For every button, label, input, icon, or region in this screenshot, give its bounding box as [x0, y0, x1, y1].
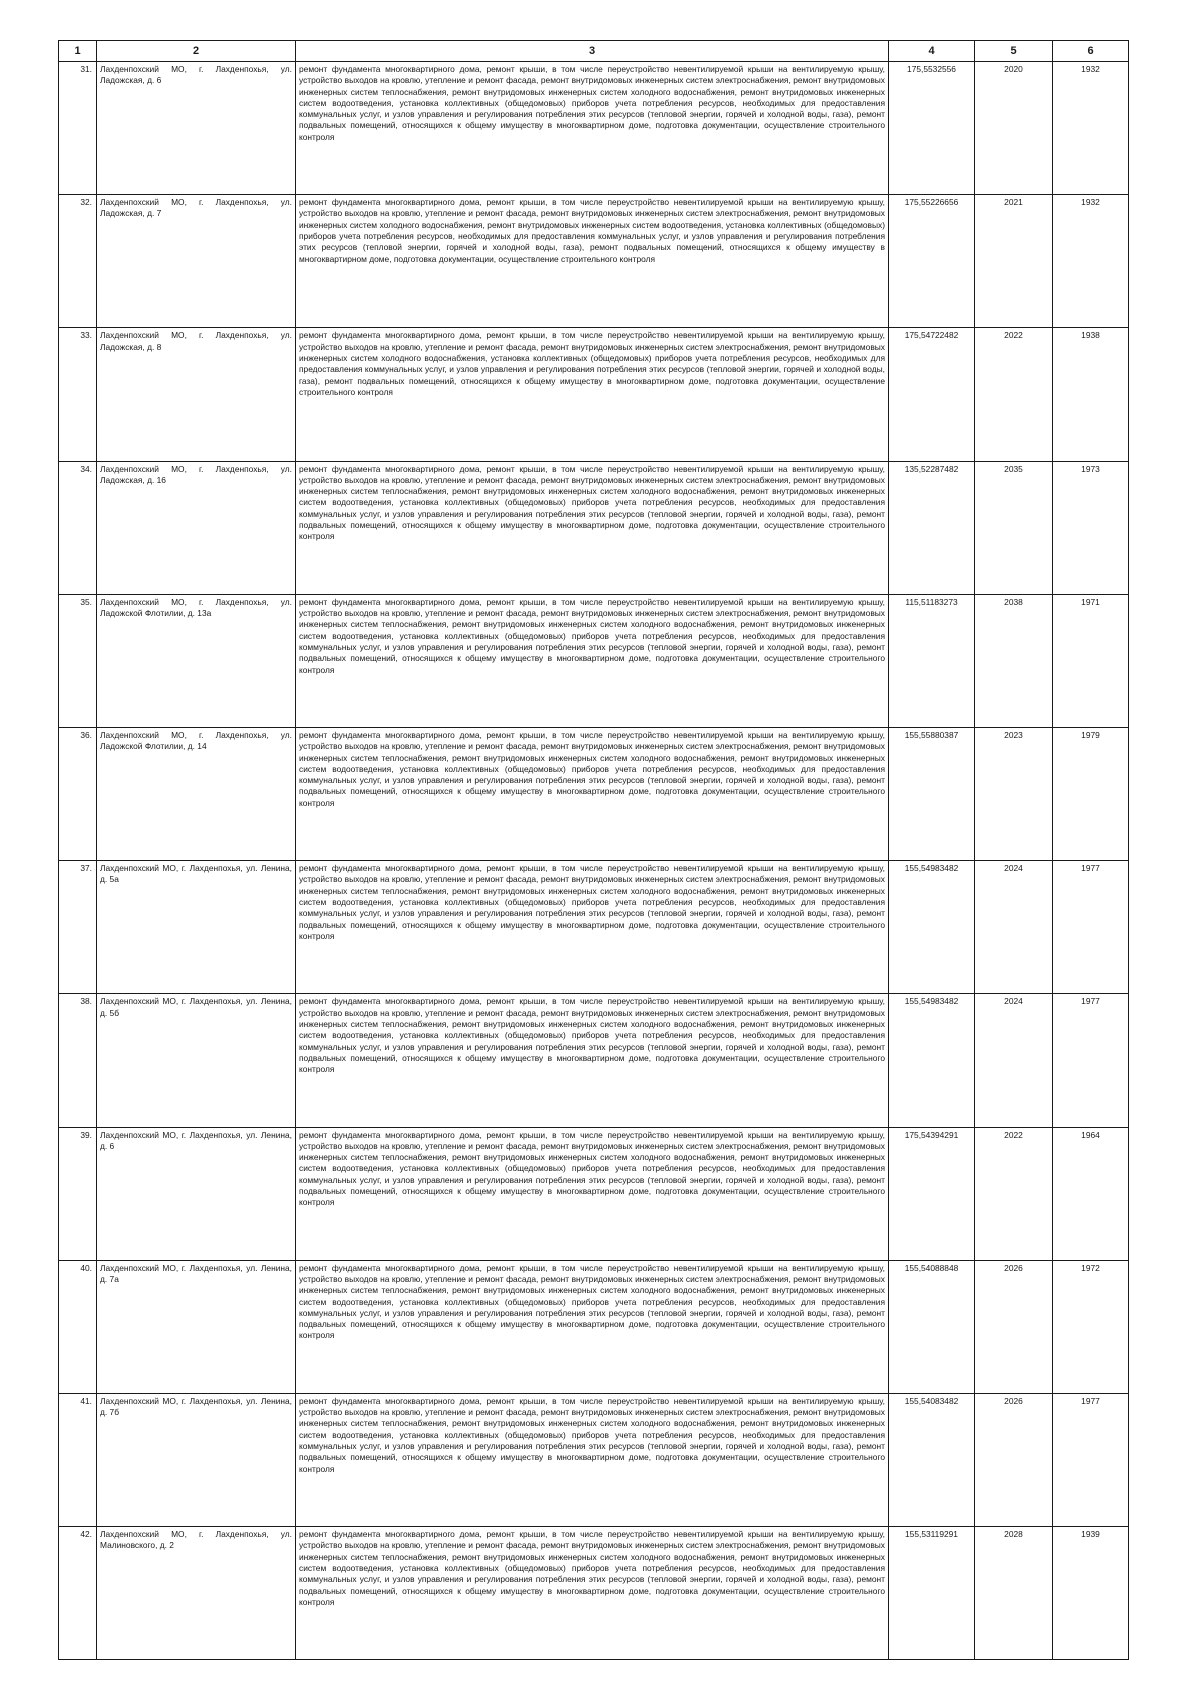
- build-year: 1932: [1081, 197, 1100, 208]
- cost-value: 155,54983482: [904, 996, 959, 1007]
- planned-year-cell: [975, 1527, 1053, 1660]
- cost-value: 155,54083482: [904, 1395, 959, 1406]
- repair-works-cell: [296, 994, 889, 1127]
- row-number-cell: [59, 861, 97, 994]
- cost-value-cell: [889, 1260, 975, 1393]
- row-number-cell: [59, 727, 97, 860]
- row-number: 33.: [80, 330, 92, 341]
- cost-value: 175,55226656: [904, 197, 959, 208]
- house-address-cell: [97, 1260, 296, 1393]
- column-header: 1: [59, 41, 97, 62]
- row-number: 40.: [80, 1262, 92, 1273]
- repair-works-cell: [296, 861, 889, 994]
- build-year: 1977: [1081, 996, 1100, 1007]
- build-year-cell: [1053, 62, 1129, 195]
- build-year-cell: [1053, 861, 1129, 994]
- repair-works-cell: [296, 461, 889, 594]
- build-year: 1977: [1081, 863, 1100, 874]
- table-row: [59, 1260, 1129, 1393]
- planned-year: 2022: [1004, 1129, 1023, 1140]
- row-number-cell: [59, 1127, 97, 1260]
- planned-year: 2023: [1004, 729, 1023, 740]
- build-year: 1964: [1081, 1129, 1100, 1140]
- planned-year: 2028: [1004, 1529, 1023, 1540]
- table-row: [59, 1393, 1129, 1526]
- planned-year: 2038: [1004, 596, 1023, 607]
- row-number: 34.: [80, 463, 92, 474]
- house-address-cell: [97, 1127, 296, 1260]
- house-address-cell: [97, 328, 296, 461]
- build-year-cell: [1053, 1127, 1129, 1260]
- house-address-cell: [97, 62, 296, 195]
- house-address: Лахденпохский МО, г. Лахденпохья, ул. Ленина, д. 6: [100, 1129, 292, 1151]
- table-row: [59, 461, 1129, 594]
- house-address: Лахденпохский МО, г. Лахденпохья, ул. Ладожская, д. 6: [100, 64, 292, 86]
- repair-program-table: [58, 40, 1129, 1660]
- repair-works: ремонт фундамента многоквартирного дома, ремонт крыши, в том числе переустройство невентилируемой крыши на вентилируемую крышу, устройство выходов на кровлю, утепление и ремонт фасада, ремонт внутридомовых инженерных систем электроснабжения, ремонт внутридомовых инженерных систем теплоснабжения, ремонт внутридомовых инженерных систем холодного водоснабжения, ремонт внутридомовых инженерных систем водоотведения, установка коллективных (общедомовых) приборов учета потребления ресурсов, необходимых для предоставления коммунальных услуг, и узлов управления и регулирования потребления этих ресурсов (тепловой энергии, горячей и холодной воды, газа), ремонт подвальных помещений, относящихся к общему имуществу в многоквартирном доме, подготовка документации, осуществление строительного контроля: [299, 1129, 885, 1208]
- build-year-cell: [1053, 1260, 1129, 1393]
- cost-value-cell: [889, 461, 975, 594]
- cost-value: 115,51183273: [905, 596, 958, 607]
- cost-value-cell: [889, 861, 975, 994]
- house-address: Лахденпохский МО, г. Лахденпохья, ул. Ладожской Флотилии, д. 13а: [100, 596, 292, 619]
- build-year: 1972: [1081, 1262, 1100, 1273]
- build-year-cell: [1053, 727, 1129, 860]
- cost-value-cell: [889, 994, 975, 1127]
- repair-works: ремонт фундамента многоквартирного дома, ремонт крыши, в том числе переустройство невентилируемой крыши на вентилируемую крышу, устройство выходов на кровлю, утепление и ремонт фасада, ремонт внутридомовых инженерных систем электроснабжения, ремонт внутридомовых инженерных систем теплоснабжения, ремонт внутридомовых инженерных систем холодного водоснабжения, ремонт внутридомовых инженерных систем водоотведения, установка коллективных (общедомовых) приборов учета потребления ресурсов, необходимых для предоставления коммунальных услуг, и узлов управления и регулирования потребления этих ресурсов (тепловой энергии, горячей и холодной воды, газа), ремонт подвальных помещений, относящихся к общему имуществу в многоквартирном доме, подготовка документации, осуществление строительного контроля: [299, 863, 885, 941]
- cost-value-cell: [889, 1393, 975, 1526]
- house-address: Лахденпохский МО, г. Лахденпохья, ул. Ленина, д. 5а: [100, 863, 292, 885]
- build-year-cell: [1053, 594, 1129, 727]
- build-year-cell: [1053, 461, 1129, 594]
- house-address-cell: [97, 1393, 296, 1526]
- planned-year-cell: [975, 195, 1053, 328]
- cost-value: 155,55880387: [904, 729, 959, 740]
- table-row: [59, 861, 1129, 994]
- cost-value: 175,54394291: [904, 1129, 959, 1140]
- repair-works: ремонт фундамента многоквартирного дома, ремонт крыши, в том числе переустройство невентилируемой крыши на вентилируемую крышу, устройство выходов на кровлю, утепление и ремонт фасада, ремонт внутридомовых инженерных систем электроснабжения, ремонт внутридомовых инженерных систем холодного водоснабжения, установка коллективных (общедомовых) приборов учета потребления ресурсов, необходимых для предоставления коммунальных услуг, и узлов управления и регулирования потребления этих ресурсов (тепловой энергии, горячей и холодной воды, газа), ремонт подвальных помещений, относящихся к общему имуществу в многоквартирном доме, подготовка документации, осуществление строительного контроля: [299, 330, 885, 397]
- house-address: Лахденпохский МО, г. Лахденпохья, ул. Ленина, д. 7а: [100, 1262, 292, 1284]
- table-row: [59, 328, 1129, 461]
- planned-year: 2024: [1004, 996, 1023, 1007]
- row-number: 31.: [80, 64, 92, 74]
- table-row: [59, 994, 1129, 1127]
- planned-year-cell: [975, 328, 1053, 461]
- row-number: 42.: [80, 1529, 92, 1540]
- planned-year-cell: [975, 1260, 1053, 1393]
- repair-works: ремонт фундамента многоквартирного дома, ремонт крыши, в том числе переустройство невентилируемой крыши на вентилируемую крышу, устройство выходов на кровлю, утепление и ремонт фасада, ремонт внутридомовых инженерных систем электроснабжения, ремонт внутридомовых инженерных систем теплоснабжения, ремонт внутридомовых инженерных систем холодного водоснабжения, ремонт внутридомовых инженерных систем водоотведения, установка коллективных (общедомовых) приборов учета потребления ресурсов, необходимых для предоставления коммунальных услуг, и узлов управления и регулирования потребления этих ресурсов (тепловой энергии, горячей и холодной воды, газа), ремонт подвальных помещений, относящихся к общему имуществу в многоквартирном доме, подготовка документации, осуществление строительного контроля: [299, 996, 885, 1075]
- planned-year-cell: [975, 62, 1053, 195]
- build-year-cell: [1053, 195, 1129, 328]
- repair-works-cell: [296, 1393, 889, 1526]
- repair-works: ремонт фундамента многоквартирного дома, ремонт крыши, в том числе переустройство невентилируемой крыши на вентилируемую крышу, устройство выходов на кровлю, утепление и ремонт фасада, ремонт внутридомовых инженерных систем электроснабжения, ремонт внутридомовых инженерных систем теплоснабжения, ремонт внутридомовых инженерных систем холодного водоснабжения, ремонт внутридомовых инженерных систем водоотведения, установка коллективных (общедомовых) приборов учета потребления ресурсов, необходимых для предоставления коммунальных услуг, и узлов управления и регулирования потребления этих ресурсов (тепловой энергии, горячей и холодной воды, газа), ремонт подвальных помещений, относящихся к общему имуществу в многоквартирном доме, подготовка документации, осуществление строительного контроля: [299, 1395, 885, 1474]
- table-row: [59, 195, 1129, 328]
- cost-value: 155,54088848: [904, 1262, 959, 1273]
- build-year-cell: [1053, 1393, 1129, 1526]
- column-header: 2: [97, 41, 296, 62]
- repair-works: ремонт фундамента многоквартирного дома, ремонт крыши, в том числе переустройство невентилируемой крыши на вентилируемую крышу, устройство выходов на кровлю, утепление и ремонт фасада, ремонт внутридомовых инженерных систем электроснабжения, ремонт внутридомовых инженерных систем теплоснабжения, ремонт внутридомовых инженерных систем холодного водоснабжения, ремонт внутридомовых инженерных систем водоотведения, установка коллективных (общедомовых) приборов учета потребления ресурсов, необходимых для предоставления коммунальных услуг, и узлов управления и регулирования потребления этих ресурсов (тепловой энергии, горячей и холодной воды, газа), ремонт подвальных помещений, относящихся к общему имуществу в многоквартирном доме, подготовка документации, осуществление строительного контроля: [299, 64, 885, 142]
- repair-works-cell: [296, 1527, 889, 1660]
- build-year: 1932: [1081, 64, 1100, 74]
- cost-value: 155,53119291: [905, 1529, 958, 1540]
- house-address-cell: [97, 727, 296, 860]
- cost-value-cell: [889, 727, 975, 860]
- repair-works-cell: [296, 195, 889, 328]
- repair-works: ремонт фундамента многоквартирного дома, ремонт крыши, в том числе переустройство невентилируемой крыши на вентилируемую крышу, устройство выходов на кровлю, утепление и ремонт фасада, ремонт внутридомовых инженерных систем электроснабжения, ремонт внутридомовых инженерных систем теплоснабжения, ремонт внутридомовых инженерных систем холодного водоснабжения, ремонт внутридомовых инженерных систем водоотведения, установка коллективных (общедомовых) приборов учета потребления ресурсов, необходимых для предоставления коммунальных услуг, и узлов управления и регулирования потребления этих ресурсов (тепловой энергии, горячей и холодной воды, газа), ремонт подвальных помещений, относящихся к общему имуществу в многоквартирном доме, подготовка документации, осуществление строительного контроля: [299, 463, 885, 542]
- row-number-cell: [59, 62, 97, 195]
- row-number-cell: [59, 1260, 97, 1393]
- table-row: [59, 1127, 1129, 1260]
- row-number: 32.: [80, 197, 92, 208]
- repair-works: ремонт фундамента многоквартирного дома, ремонт крыши, в том числе переустройство невентилируемой крыши на вентилируемую крышу, устройство выходов на кровлю, утепление и ремонт фасада, ремонт внутридомовых инженерных систем электроснабжения, ремонт внутридомовых инженерных систем теплоснабжения, ремонт внутридомовых инженерных систем холодного водоснабжения, ремонт внутридомовых инженерных систем водоотведения, установка коллективных (общедомовых) приборов учета потребления ресурсов, необходимых для предоставления коммунальных услуг, и узлов управления и регулирования потребления этих ресурсов (тепловой энергии, горячей и холодной воды, газа), ремонт подвальных помещений, относящихся к общему имуществу в многоквартирном доме, подготовка документации, осуществление строительного контроля: [299, 729, 885, 808]
- repair-works-cell: [296, 727, 889, 860]
- repair-works: ремонт фундамента многоквартирного дома, ремонт крыши, в том числе переустройство невентилируемой крыши на вентилируемую крышу, устройство выходов на кровлю, утепление и ремонт фасада, ремонт внутридомовых инженерных систем электроснабжения, ремонт внутридомовых инженерных систем теплоснабжения, ремонт внутридомовых инженерных систем холодного водоснабжения, ремонт внутридомовых инженерных систем водоотведения, установка коллективных (общедомовых) приборов учета потребления ресурсов, необходимых для предоставления коммунальных услуг, и узлов управления и регулирования потребления этих ресурсов (тепловой энергии, горячей и холодной воды, газа), ремонт подвальных помещений, относящихся к общему имуществу в многоквартирном доме, подготовка документации, осуществление строительного контроля: [299, 596, 885, 675]
- cost-value-cell: [889, 62, 975, 195]
- planned-year-cell: [975, 461, 1053, 594]
- house-address: Лахденпохский МО, г. Лахденпохья, ул. Ладожской Флотилии, д. 14: [100, 729, 292, 752]
- column-header: 5: [975, 41, 1053, 62]
- build-year: 1939: [1081, 1529, 1100, 1540]
- house-address: Лахденпохский МО, г. Лахденпохья, ул. Ладожская, д. 8: [100, 330, 292, 352]
- planned-year-cell: [975, 861, 1053, 994]
- repair-works: ремонт фундамента многоквартирного дома, ремонт крыши, в том числе переустройство невентилируемой крыши на вентилируемую крышу, устройство выходов на кровлю, утепление и ремонт фасада, ремонт внутридомовых инженерных систем электроснабжения, ремонт внутридомовых инженерных систем теплоснабжения, ремонт внутридомовых инженерных систем холодного водоснабжения, ремонт внутридомовых инженерных систем водоотведения, установка коллективных (общедомовых) приборов учета потребления ресурсов, необходимых для предоставления коммунальных услуг, и узлов управления и регулирования потребления этих ресурсов (тепловой энергии, горячей и холодной воды, газа), ремонт подвальных помещений, относящихся к общему имуществу в многоквартирном доме, подготовка документации, осуществление строительного контроля: [299, 1262, 885, 1341]
- row-number-cell: [59, 594, 97, 727]
- house-address: Лахденпохский МО, г. Лахденпохья, ул. Ленина, д. 5б: [100, 996, 292, 1018]
- planned-year-cell: [975, 594, 1053, 727]
- row-number: 41.: [80, 1395, 92, 1406]
- build-year-cell: [1053, 328, 1129, 461]
- build-year-cell: [1053, 994, 1129, 1127]
- repair-works-cell: [296, 62, 889, 195]
- repair-works: ремонт фундамента многоквартирного дома, ремонт крыши, в том числе переустройство невентилируемой крыши на вентилируемую крышу, устройство выходов на кровлю, утепление и ремонт фасада, ремонт внутридомовых инженерных систем электроснабжения, ремонт внутридомовых инженерных систем теплоснабжения, ремонт внутридомовых инженерных систем холодного водоснабжения, ремонт внутридомовых инженерных систем водоотведения, установка коллективных (общедомовых) приборов учета потребления ресурсов, необходимых для предоставления коммунальных услуг, и узлов управления и регулирования потребления этих ресурсов (тепловой энергии, горячей и холодной воды, газа), ремонт подвальных помещений, относящихся к общему имуществу в многоквартирном доме, подготовка документации, осуществление строительного контроля: [299, 1529, 885, 1607]
- row-number-cell: [59, 195, 97, 328]
- planned-year-cell: [975, 1393, 1053, 1526]
- house-address-cell: [97, 195, 296, 328]
- house-address: Лахденпохский МО, г. Лахденпохья, ул. Ленина, д. 7б: [100, 1395, 292, 1418]
- planned-year: 2022: [1004, 330, 1023, 341]
- build-year: 1973: [1081, 463, 1100, 474]
- row-number-cell: [59, 1393, 97, 1526]
- repair-works-cell: [296, 1127, 889, 1260]
- row-number: 36.: [80, 729, 92, 740]
- cost-value: 175,5532556: [907, 64, 956, 74]
- planned-year: 2024: [1004, 863, 1023, 874]
- header-row: [59, 41, 1129, 62]
- table-row: [59, 62, 1129, 195]
- repair-works-cell: [296, 594, 889, 727]
- house-address-cell: [97, 594, 296, 727]
- cost-value-cell: [889, 195, 975, 328]
- row-number: 38.: [80, 996, 92, 1007]
- build-year: 1979: [1081, 729, 1100, 740]
- build-year-cell: [1053, 1527, 1129, 1660]
- planned-year-cell: [975, 994, 1053, 1127]
- row-number-cell: [59, 328, 97, 461]
- repair-works-cell: [296, 1260, 889, 1393]
- cost-value-cell: [889, 328, 975, 461]
- house-address: Лахденпохский МО, г. Лахденпохья, ул. Ладожская, д. 16: [100, 463, 292, 485]
- column-header: 4: [889, 41, 975, 62]
- build-year: 1938: [1081, 330, 1100, 341]
- planned-year: 2021: [1004, 197, 1023, 208]
- cost-value-cell: [889, 594, 975, 727]
- build-year: 1971: [1081, 596, 1100, 607]
- house-address-cell: [97, 861, 296, 994]
- planned-year: 2026: [1004, 1262, 1023, 1273]
- cost-value: 135,52287482: [904, 463, 959, 474]
- build-year: 1977: [1081, 1395, 1100, 1406]
- row-number: 37.: [80, 863, 92, 874]
- cost-value-cell: [889, 1527, 975, 1660]
- planned-year-cell: [975, 1127, 1053, 1260]
- house-address-cell: [97, 994, 296, 1127]
- table-row: [59, 1527, 1129, 1660]
- row-number-cell: [59, 461, 97, 594]
- planned-year: 2035: [1004, 463, 1023, 474]
- house-address: Лахденпохский МО, г. Лахденпохья, ул. Ладожская, д. 7: [100, 197, 292, 219]
- row-number: 39.: [80, 1129, 92, 1140]
- planned-year-cell: [975, 727, 1053, 860]
- house-address: Лахденпохский МО, г. Лахденпохья, ул. Малиновского, д. 2: [100, 1529, 292, 1551]
- table-row: [59, 594, 1129, 727]
- repair-works-cell: [296, 328, 889, 461]
- house-address-cell: [97, 461, 296, 594]
- table-row: [59, 727, 1129, 860]
- row-number: 35.: [80, 596, 92, 607]
- row-number-cell: [59, 994, 97, 1127]
- column-header: 3: [296, 41, 889, 62]
- planned-year: 2026: [1004, 1395, 1023, 1406]
- planned-year: 2020: [1004, 64, 1023, 74]
- row-number-cell: [59, 1527, 97, 1660]
- cost-value: 175,54722482: [904, 330, 959, 341]
- cost-value: 155,54983482: [904, 863, 959, 874]
- cost-value-cell: [889, 1127, 975, 1260]
- repair-works: ремонт фундамента многоквартирного дома, ремонт крыши, в том числе переустройство невентилируемой крыши на вентилируемую крышу, устройство выходов на кровлю, утепление и ремонт фасада, ремонт внутридомовых инженерных систем электроснабжения, ремонт внутридомовых инженерных систем холодного водоснабжения, ремонт внутридомовых инженерных систем водоотведения, установка коллективных (общедомовых) приборов учета потребления ресурсов, необходимых для предоставления коммунальных услуг, и узлов управления и регулирования потребления этих ресурсов (тепловой энергии, горячей и холодной воды, газа), ремонт подвальных помещений, относящихся к общему имуществу в многоквартирном доме, подготовка документации, осуществление строительного контроля: [299, 197, 885, 264]
- house-address-cell: [97, 1527, 296, 1660]
- column-header: 6: [1053, 41, 1129, 62]
